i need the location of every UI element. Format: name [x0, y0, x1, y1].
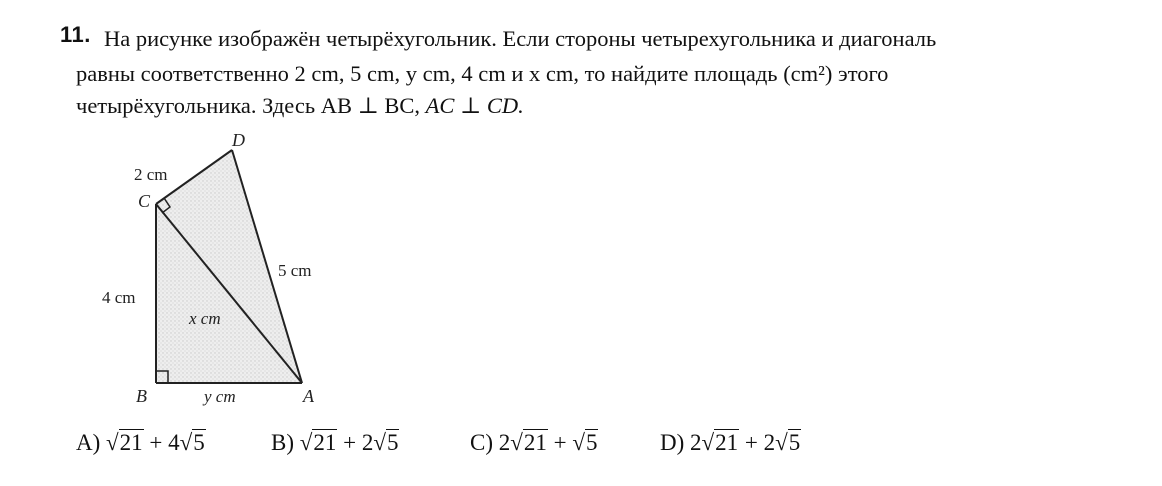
- question-text-line-3-text: четырёхугольника. Здесь AB ⊥ BC,: [76, 93, 421, 118]
- vertex-label-b: B: [136, 386, 147, 406]
- plus-sign: +: [337, 430, 362, 455]
- answer-option-d[interactable]: [660, 430, 801, 456]
- radical-sign: √: [106, 430, 119, 455]
- vertex-label-a: A: [303, 386, 314, 406]
- radical-sign: √: [299, 430, 313, 455]
- side-label-bc: 4 cm: [102, 288, 136, 307]
- sqrt-expression: [373, 430, 399, 456]
- plus-sign: +: [143, 430, 169, 455]
- answer-option-a[interactable]: [76, 430, 206, 456]
- sqrt-expression: [775, 430, 801, 456]
- radicand: 5: [585, 430, 598, 455]
- coefficient: 2: [498, 430, 511, 455]
- sqrt-expression: [572, 430, 598, 456]
- coefficient: 4: [168, 430, 180, 455]
- side-label-da: 5 cm: [278, 261, 312, 280]
- answer-letter: C): [470, 430, 493, 455]
- quadrilateral-figure: [90, 128, 350, 418]
- radical-sign: √: [373, 430, 386, 455]
- plus-sign: +: [547, 430, 573, 455]
- radicand: 5: [788, 430, 801, 455]
- coefficient: 2: [763, 430, 776, 455]
- radicand: 5: [386, 430, 399, 455]
- answer-letter: D): [660, 430, 685, 455]
- radicand: 21: [523, 430, 547, 455]
- vertex-label-d: D: [232, 130, 245, 150]
- plus-sign: +: [739, 430, 764, 455]
- answer-letter: A): [76, 430, 101, 455]
- radical-sign: √: [179, 430, 193, 455]
- coefficient: 2: [361, 430, 374, 455]
- sqrt-expression: [300, 430, 338, 456]
- figure-svg: [90, 128, 350, 418]
- radical-sign: √: [775, 430, 788, 455]
- sqrt-expression: [106, 430, 144, 456]
- question-text-line-1: На рисунке изображён четырёхугольник. Если стороны четырехугольника и диагональ: [104, 26, 937, 51]
- vertex-label-c: C: [138, 191, 151, 211]
- radical-sign: √: [572, 430, 585, 455]
- radicand: 21: [119, 430, 143, 455]
- radicand: 5: [193, 430, 205, 455]
- radical-sign: √: [510, 430, 523, 455]
- question-text-line-2: равны соответственно 2 cm, 5 cm, y cm, 4 cm и x cm, то найдите площадь (cm²) этого: [76, 61, 889, 86]
- question-text-line-3: [76, 91, 524, 121]
- radicand: 21: [715, 430, 739, 455]
- side-label-ab: y cm: [204, 387, 236, 406]
- coefficient: 2: [690, 430, 702, 455]
- side-label-cd: 2 cm: [134, 165, 168, 184]
- radicand: 21: [313, 430, 337, 455]
- answer-option-b[interactable]: [271, 430, 399, 456]
- question-number: 11.: [60, 22, 91, 47]
- diagonal-label-ac: x cm: [189, 309, 221, 328]
- perpendicular-condition: AC ⊥ CD.: [425, 93, 524, 118]
- answer-option-c[interactable]: [470, 430, 598, 456]
- radical-sign: √: [701, 430, 715, 455]
- sqrt-expression: [702, 430, 740, 456]
- sqrt-expression: [180, 430, 206, 456]
- sqrt-expression: [510, 430, 548, 456]
- answer-letter: B): [271, 430, 294, 455]
